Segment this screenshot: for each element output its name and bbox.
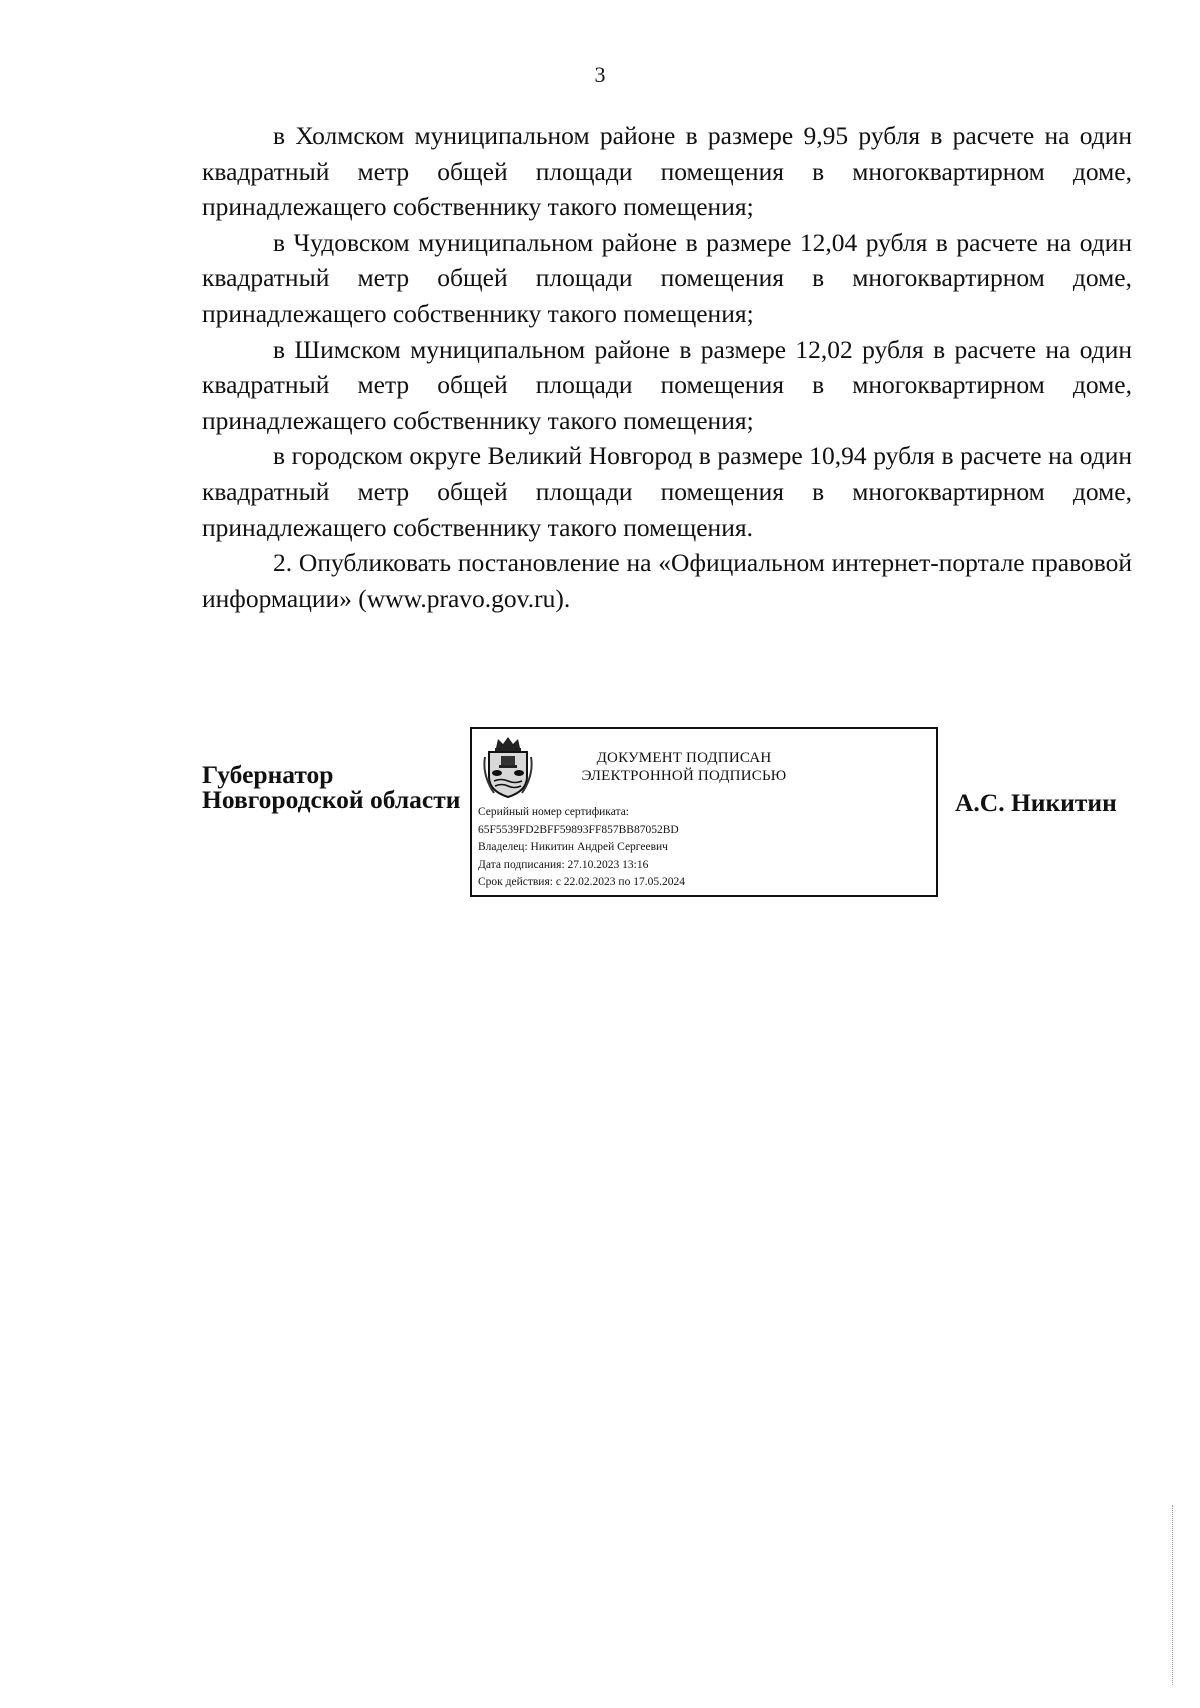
digital-signature-header-line2: ЭЛЕКТРОННОЙ ПОДПИСЬЮ xyxy=(581,768,787,784)
paragraph-chudovo: в Чудовском муниципальном районе в размере 12,04 рубля в расчете на один квадратный метр общей площади помещения в многоквартирном доме, принадлежащего собственнику такого помещения; xyxy=(202,227,1132,328)
certificate-number: 65F5539FD2BFF59893FF857BB87052BD xyxy=(478,823,679,836)
paragraph-veliky-novgorod: в городском округе Великий Новгород в размере 10,94 рубля в расчете на один квадратный метр общей площади помещения в многоквартирном доме, принадлежащего собственнику такого помещения. xyxy=(202,441,1132,542)
digital-signature-details xyxy=(478,804,685,892)
signing-date: Дата подписания: 27.10.2023 13:16 xyxy=(478,858,649,871)
digital-signature-stamp xyxy=(470,727,938,897)
digital-signature-header xyxy=(554,749,814,785)
paragraph-publication: 2. Опубликовать постановление на «Официальном интернет-портале правовой информации» (www.pravo.gov.ru). xyxy=(202,548,1132,613)
document-body xyxy=(202,118,1132,616)
page-number: 3 xyxy=(594,62,606,87)
signatory-title-line1: Губернатор xyxy=(202,760,334,789)
digital-signature-header-line1: ДОКУМЕНТ ПОДПИСАН xyxy=(596,750,772,766)
paragraph-shimsk: в Шимском муниципальном районе в размере 12,02 рубля в расчете на один квадратный метр общей площади помещения в многоквартирном доме, принадлежащего собственнику такого помещения; xyxy=(202,334,1132,435)
certificate-owner: Владелец: Никитин Андрей Сергеевич xyxy=(478,841,668,853)
signatory-title xyxy=(202,762,460,812)
signatory-title-line2: Новгородской области xyxy=(202,785,461,814)
novgorod-coat-of-arms-icon xyxy=(480,735,536,799)
signatory-name: А.С. Никитин xyxy=(955,788,1117,817)
certificate-validity: Срок действия: с 22.02.2023 по 17.05.2024 xyxy=(478,876,685,888)
paragraph-kholm: в Холмском муниципальном районе в размере 9,95 рубля в расчете на один квадратный метр общей площади помещения в многоквартирном доме, принадлежащего собственнику такого помещения; xyxy=(202,121,1132,222)
scan-edge-mark xyxy=(1172,1505,1174,1685)
certificate-label: Серийный номер сертификата: xyxy=(478,806,629,818)
